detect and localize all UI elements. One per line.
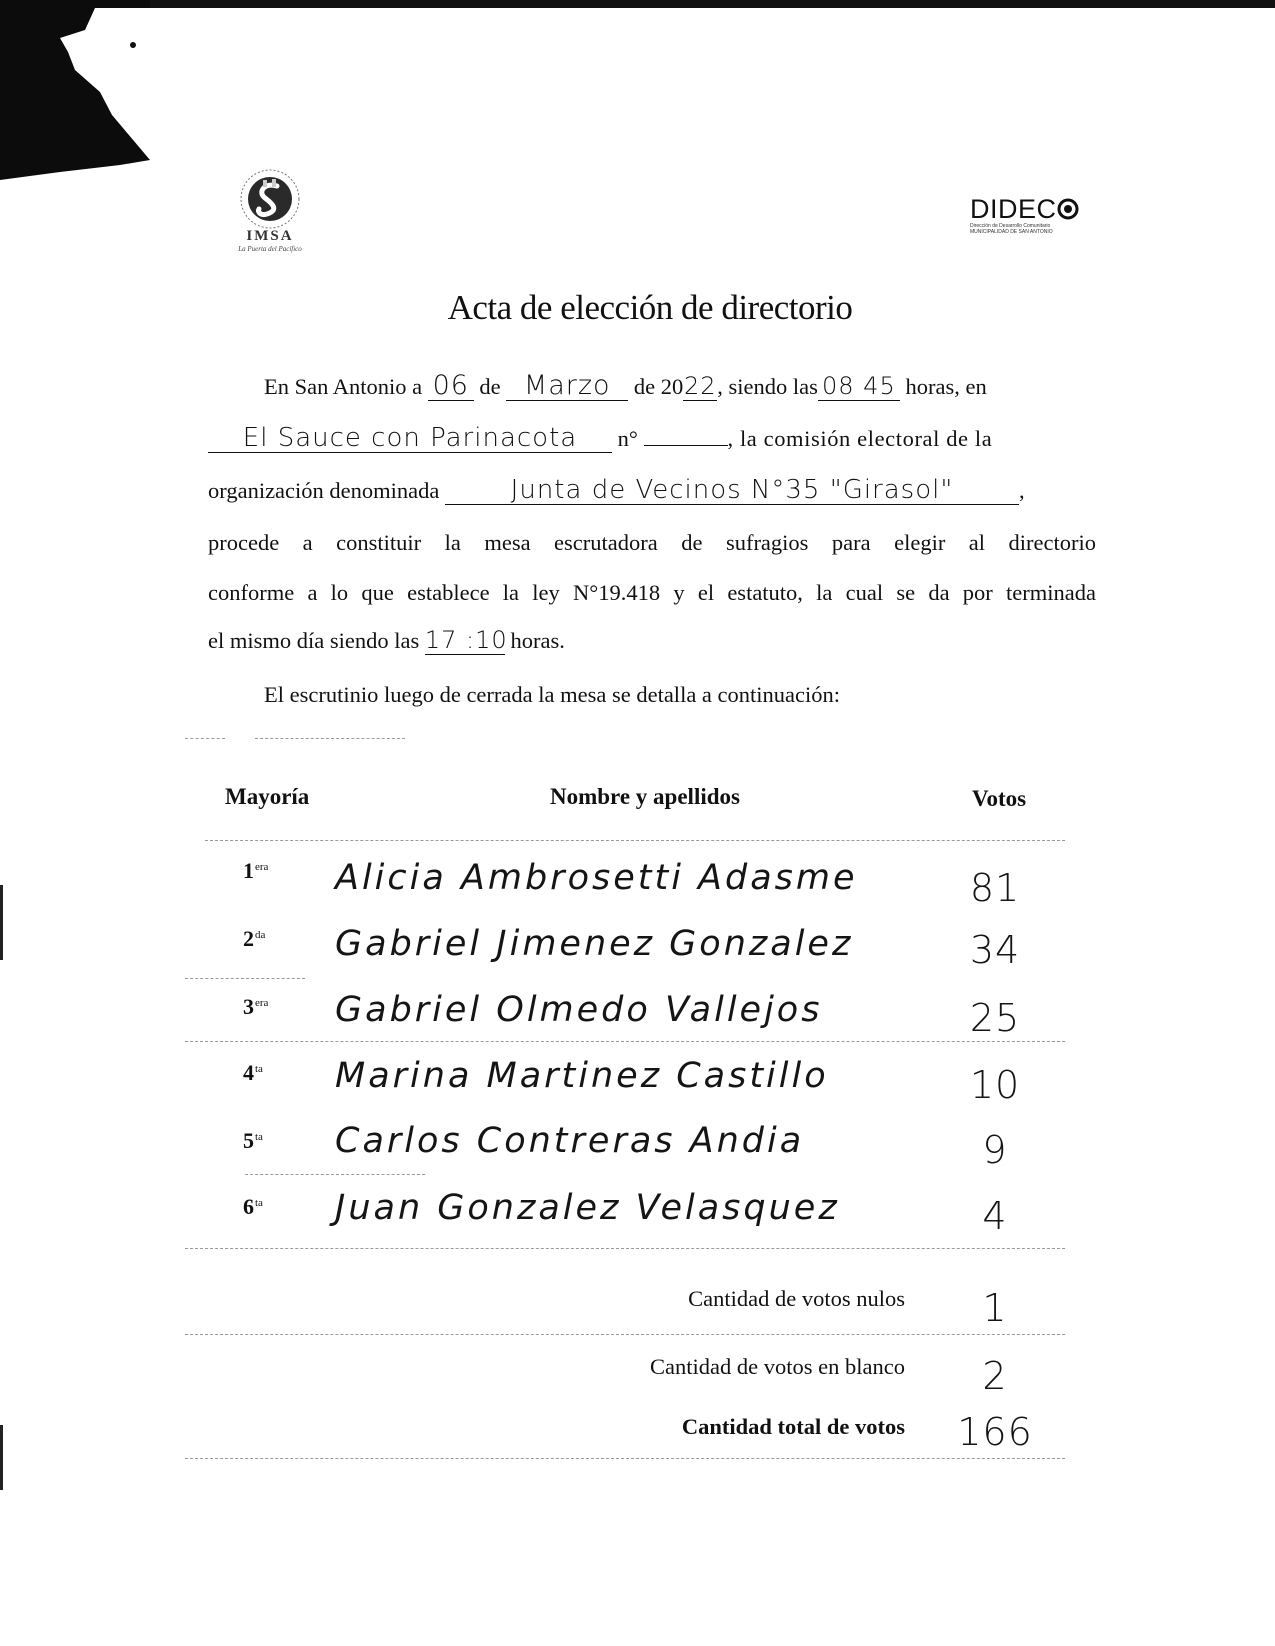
text-l6a: el mismo día siendo las [208, 628, 420, 653]
candidate-votes: 9 [982, 1128, 1008, 1172]
rank-4: $4^{ta}$ [243, 1060, 263, 1085]
scan-left-mark [0, 1425, 3, 1490]
text-l3a: organización denominada [208, 478, 440, 503]
candidate-name: Carlos Contreras Andia [335, 1121, 805, 1161]
candidate-name: Gabriel Jimenez Gonzalez [335, 924, 854, 964]
scan-corner-shadow [0, 0, 150, 190]
header-votes: Votos [972, 786, 1027, 811]
dideco-subtitle-municipality: MUNICIPALIDAD DE SAN ANTONIO [970, 229, 1053, 235]
table-rule [185, 1248, 1065, 1249]
table-rule [205, 840, 1065, 841]
address-number-field [644, 445, 728, 446]
candidate-votes: 25 [969, 996, 1021, 1040]
table-rule [185, 1458, 1065, 1459]
municipality-tagline: La Puerta del Pacífico [238, 245, 302, 253]
street-field: El Sauce con Parinacota [208, 424, 612, 453]
null-votes-value: 1 [982, 1286, 1008, 1330]
candidate-votes: 10 [969, 1063, 1021, 1107]
text-l2a: n° [617, 426, 638, 451]
paragraph-line-2 [208, 424, 992, 454]
total-votes-label: Cantidad total de votos [681, 1414, 905, 1439]
paragraph-line-5: conforme a lo que establece la ley N°19.418 y el estatuto, la cual se da por terminada [208, 580, 1096, 605]
table-rule [185, 978, 305, 979]
page-title: Acta de elección de directorio [447, 288, 853, 327]
results-table [185, 758, 1105, 1478]
paragraph-line-1 [264, 372, 987, 402]
null-votes-label: Cantidad de votos nulos [688, 1286, 905, 1311]
paragraph-line-4: procede a constituir la mesa escrutadora de sufragios para elegir al directorio [208, 530, 1096, 555]
start-time-field: 08 45 [818, 372, 900, 401]
municipality-brand: IMSA [246, 228, 294, 244]
organization-field: Junta de Vecinos N°35 "Girasol" [445, 476, 1019, 505]
candidate-name: Alicia Ambrosetti Adasme [335, 858, 858, 898]
text-l1a: En San Antonio a [264, 374, 423, 399]
text-l2b: , la comisión electoral de la [727, 426, 993, 451]
scan-left-mark [0, 885, 3, 960]
municipality-logo [210, 168, 330, 276]
total-votes-value: 166 [957, 1410, 1033, 1454]
dideco-o-icon [1057, 198, 1079, 220]
rank-3: $3^{era}$ [243, 994, 269, 1019]
rank-1: $1^{era}$ [243, 858, 269, 883]
text-l3b: , [1019, 478, 1025, 503]
header-name: Nombre y apellidos [550, 784, 740, 809]
month-field: Marzo [506, 372, 628, 401]
scan-top-edge [0, 0, 1275, 8]
blank-votes-value: 2 [982, 1354, 1008, 1398]
table-rule [185, 738, 225, 739]
paragraph-line-3 [208, 476, 1025, 506]
header-rank: Mayoría [225, 784, 310, 809]
text-l1b: de [479, 374, 501, 399]
table-rule [185, 1334, 1065, 1335]
paragraph-line-6 [208, 626, 565, 656]
day-field: 06 [428, 372, 474, 401]
text-l6b: horas. [510, 628, 565, 653]
table-rule [185, 1041, 1065, 1042]
rank-2: $2^{da}$ [243, 926, 266, 951]
table-rule [255, 738, 405, 739]
text-l1e: horas, en [905, 374, 987, 399]
candidate-votes: 81 [969, 866, 1021, 910]
candidate-name: Juan Gonzalez Velasquez [335, 1188, 840, 1228]
scrutiny-intro: El escrutinio luego de cerrada la mesa se detalla a continuación: [264, 682, 841, 707]
municipal-seal-icon [239, 168, 301, 230]
candidate-name: Marina Martinez Castillo [335, 1056, 829, 1096]
dideco-logo [970, 196, 1090, 266]
dideco-brand: DIDEC [970, 196, 1090, 223]
candidate-name: Gabriel Olmedo Vallejos [335, 990, 823, 1030]
candidate-votes: 34 [969, 928, 1021, 972]
blank-votes-label: Cantidad de votos en blanco [650, 1354, 905, 1379]
rank-6: $6^{ta}$ [243, 1194, 263, 1219]
table-rule [245, 1174, 425, 1175]
end-time-field: 17 :10 [424, 626, 508, 654]
year-field: 22 [683, 372, 717, 400]
dideco-subtitle: Dirección de Desarrollo Comunitario [970, 223, 1051, 229]
text-l1c: de 20 [633, 374, 684, 399]
text-l1d: , siendo las [717, 374, 818, 399]
candidate-votes: 4 [982, 1194, 1008, 1238]
rank-5: $5^{ta}$ [243, 1128, 263, 1153]
